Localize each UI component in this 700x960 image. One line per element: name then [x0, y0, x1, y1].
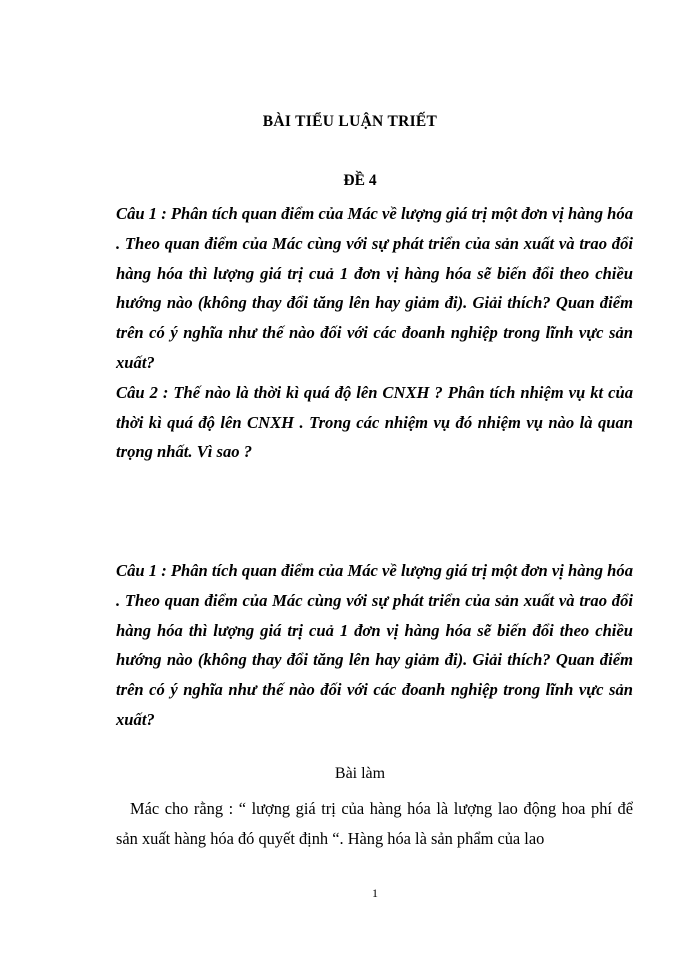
exam-label: ĐỀ 4: [343, 172, 377, 189]
answer-paragraph: Mác cho rằng : “ lượng giá trị của hàng hóa là lượng lao động hoa phí để sản xuất hàng hóa đó quyết định “. Hàng hóa là sản phẩm của lao: [116, 799, 633, 848]
document-title: BÀI TIỂU LUẬN TRIẾT: [262, 113, 438, 130]
repeated-question-1: Câu 1 : Phân tích quan điểm của Mác về lượng giá trị một đơn vị hàng hóa . Theo quan điểm của Mác cùng với sự phát triển của sản xuất và trao đổi hàng hóa thì lượng giá trị cuả 1 đơn vị hàng hóa sẽ biến đổi theo chiều hướng nào (không thay đổi tăng lên hay giảm đi). Giải thích? Quan điểm trên có ý nghĩa như thế nào đối với các đoanh nghiệp trong lĩnh vực sản xuất?: [116, 561, 633, 729]
questions-block: [116, 199, 633, 467]
repeated-question-block: [116, 556, 633, 735]
page-number: 1: [372, 886, 378, 900]
question-2: Câu 2 : Thế nào là thời kì quá độ lên CNXH ? Phân tích nhiệm vụ kt của thời kì quá độ lên CNXH . Trong các nhiệm vụ đó nhiệm vụ nào là quan trọng nhất. Vì sao ?: [116, 382, 633, 462]
question-1: Câu 1 : Phân tích quan điểm của Mác về lượng giá trị một đơn vị hàng hóa . Theo quan điểm của Mác cùng với sự phát triển của sản xuất và trao đổi hàng hóa thì lượng giá trị cuả 1 đơn vị hàng hóa sẽ biến đổi theo chiều hướng nào (không thay đổi tăng lên hay giảm đi). Giải thích? Quan điểm trên có ý nghĩa như thế nào đối với các đoanh nghiệp trong lĩnh vực sản xuất?: [116, 204, 633, 372]
answer-heading: Bài làm: [334, 765, 386, 782]
